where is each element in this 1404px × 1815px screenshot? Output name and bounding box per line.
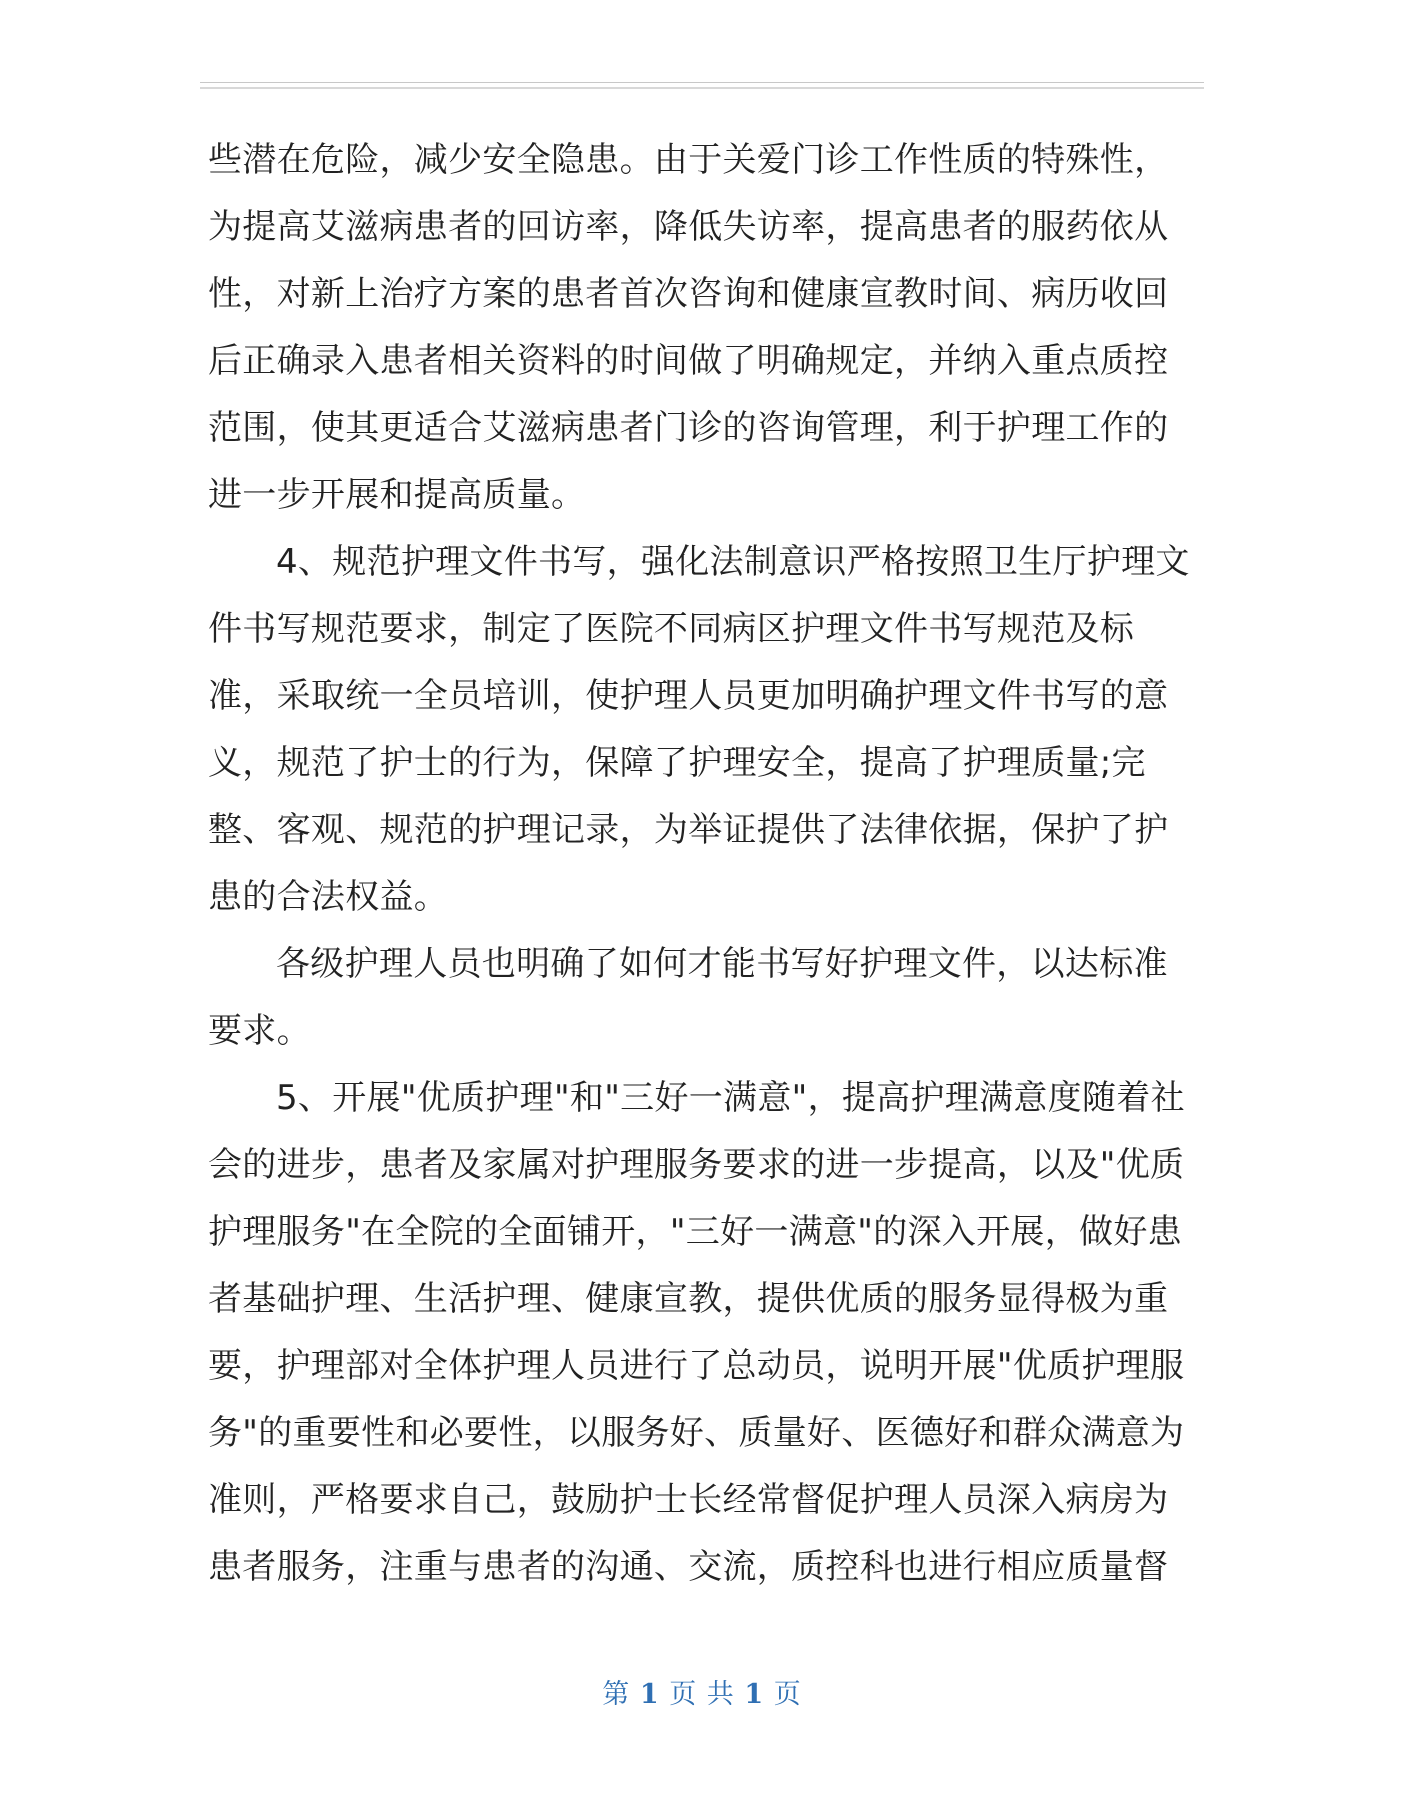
page-footer xyxy=(0,1672,1404,1711)
text-line: 患者服务，注重与患者的沟通、交流，质控科也进行相应质量督 xyxy=(208,1547,1169,1587)
text-line: 护理服务"在全院的全面铺开，"三好一满意"的深入开展，做好患 xyxy=(208,1212,1182,1252)
footer-prefix: 第 xyxy=(602,1679,631,1710)
text-line: 后正确录入患者相关资料的时间做了明确规定，并纳入重点质控 xyxy=(208,341,1169,381)
current-page-number: 1 xyxy=(639,1679,660,1710)
text-line: 患的合法权益。 xyxy=(208,877,449,917)
footer-suffix: 页 xyxy=(773,1679,802,1710)
text-line: 要，护理部对全体护理人员进行了总动员，说明开展"优质护理服 xyxy=(208,1346,1185,1386)
header-rule xyxy=(200,82,1204,89)
text-line: 为提高艾滋病患者的回访率，降低失访率，提高患者的服药依从 xyxy=(208,207,1169,247)
document-body xyxy=(208,127,1208,1601)
text-line: 性，对新上治疗方案的患者首次咨询和健康宣教时间、病历收回 xyxy=(208,274,1169,314)
text-line: 要求。 xyxy=(208,1011,311,1051)
text-line: 整、客观、规范的护理记录，为举证提供了法律依据，保护了护 xyxy=(208,810,1169,850)
paragraph-5-start: 5、开展"优质护理"和"三好一满意"，提高护理满意度随着社 xyxy=(276,1078,1185,1118)
paragraph-start: 各级护理人员也明确了如何才能书写好护理文件，以达标准 xyxy=(276,944,1168,984)
text-line: 者基础护理、生活护理、健康宣教，提供优质的服务显得极为重 xyxy=(208,1279,1169,1319)
footer-middle: 页 共 xyxy=(669,1679,735,1710)
text-line: 件书写规范要求，制定了医院不同病区护理文件书写规范及标 xyxy=(208,609,1135,649)
paragraph-4-start: 4、规范护理文件书写，强化法制意识严格按照卫生厅护理文 xyxy=(276,542,1190,582)
text-line: 进一步开展和提高质量。 xyxy=(208,475,586,515)
text-line: 会的进步，患者及家属对护理服务要求的进一步提高，以及"优质 xyxy=(208,1145,1185,1185)
total-page-count: 1 xyxy=(744,1679,765,1710)
text-line: 准，采取统一全员培训，使护理人员更加明确护理文件书写的意 xyxy=(208,676,1169,716)
text-line: 义，规范了护士的行为，保障了护理安全，提高了护理质量;完 xyxy=(208,743,1146,783)
text-line: 范围，使其更适合艾滋病患者门诊的咨询管理，利于护理工作的 xyxy=(208,408,1169,448)
text-line: 准则，严格要求自己，鼓励护士长经常督促护理人员深入病房为 xyxy=(208,1480,1169,1520)
text-line: 务"的重要性和必要性，以服务好、质量好、医德好和群众满意为 xyxy=(208,1413,1185,1453)
text-line: 些潜在危险，减少安全隐患。由于关爱门诊工作性质的特殊性， xyxy=(208,140,1169,180)
